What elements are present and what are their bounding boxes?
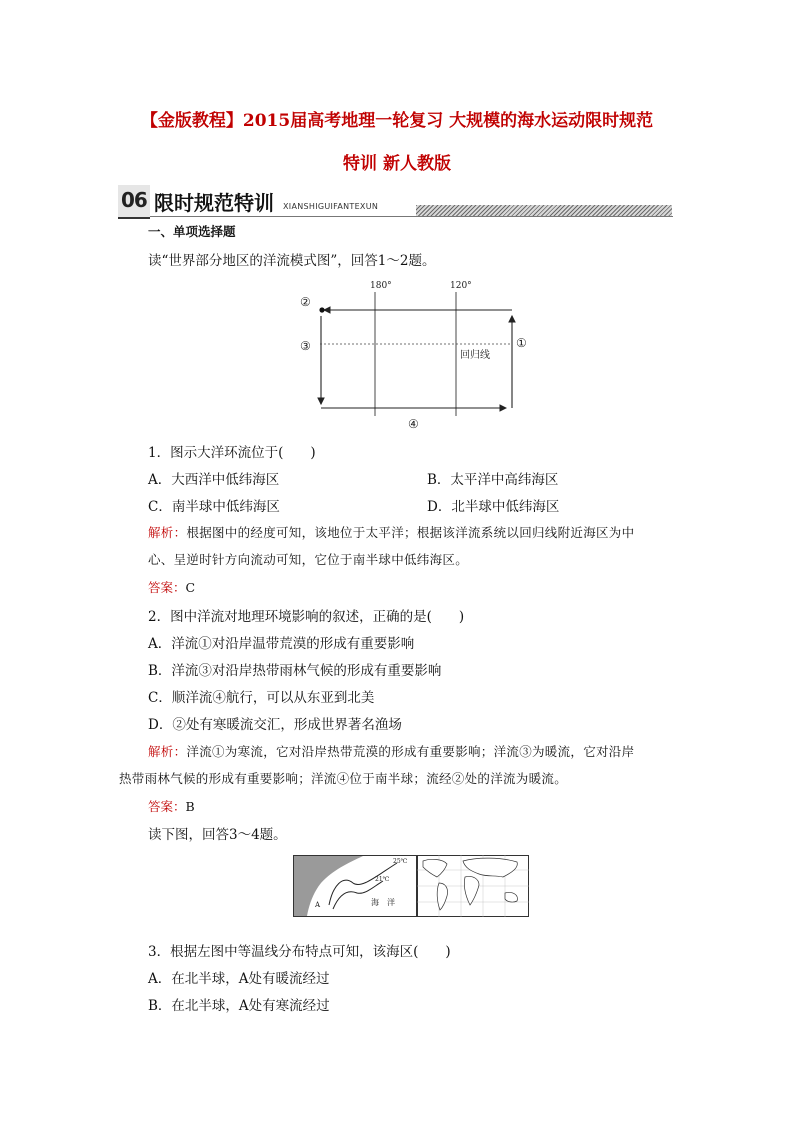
q2-option-a: A．洋流①对沿岸温带荒漠的形成有重要影响 (148, 636, 415, 652)
q2-ans-value: B (185, 799, 195, 814)
lon-120-label: 120° (450, 281, 472, 291)
q2-option-d: D．②处有寒暖流交汇，形成世界著名渔场 (148, 717, 402, 733)
document-title-line2: 特训 新人教版 (343, 154, 451, 174)
marker-1: ① (516, 336, 527, 350)
q1-explanation-1 (148, 523, 634, 541)
q2-option-b: B．洋流③对沿岸热带雨林气候的形成有重要影响 (148, 663, 442, 679)
iso-21-label: 21℃ (375, 876, 390, 883)
banner-title: 限时规范特训 (154, 191, 274, 215)
q2-ans-label: 答案： (148, 799, 186, 814)
q2-exp-text-1: 洋流①为寒流，它对沿岸热带荒漠的形成有重要影响；洋流③为暖流，它对沿岸 (186, 744, 635, 759)
q1-explanation-2: 心、呈逆时针方向流动可知，它位于南半球中低纬海区。 (148, 552, 469, 567)
q2-explanation-2: 热带雨林气候的形成有重要影响；洋流④位于南半球；流经②处的洋流为暖流。 (119, 771, 568, 786)
banner-pinyin: XIANSHIGUIFANTEXUN (283, 202, 379, 211)
document-title-line1: 【金版教程】2015届高考地理一轮复习 大规模的海水运动限时规范 (140, 111, 654, 131)
world-map (417, 855, 529, 917)
marker-2: ② (300, 295, 311, 309)
banner-stripe (416, 205, 672, 216)
intro-text-2: 读下图，回答3～4题。 (148, 827, 287, 843)
q1-stem: 1．图示大洋环流位于( ) (148, 445, 316, 461)
q3-option-a: A．在北半球，A处有暖流经过 (148, 971, 330, 987)
q1-option-d: D．北半球中低纬海区 (427, 499, 560, 515)
q1-option-a: A．大西洋中低纬海区 (148, 472, 280, 488)
point-2-dot (319, 307, 324, 312)
tropic-label: 回归线 (460, 350, 490, 361)
lon-180-label: 180° (370, 281, 392, 291)
section-heading: 一、单项选择题 (148, 224, 236, 239)
point-a-label: A (315, 901, 321, 909)
ocean-label-2: 洋 (387, 898, 395, 907)
isotherm-map (293, 855, 417, 917)
q1-ans-label: 答案： (148, 580, 186, 595)
q2-option-c: C．顺洋流④航行，可以从东亚到北美 (148, 690, 375, 706)
marker-4: ④ (408, 417, 419, 431)
marker-3: ③ (300, 339, 311, 353)
q1-exp-label: 解析： (148, 525, 187, 540)
q1-answer (148, 578, 195, 596)
q2-answer (148, 797, 195, 815)
banner-underline (150, 216, 673, 217)
q2-exp-label: 解析： (148, 744, 187, 759)
section-banner (118, 185, 673, 218)
banner-badge: 06 (118, 185, 150, 219)
q3-stem: 3．根据左图中等温线分布特点可知，该海区( ) (148, 944, 451, 960)
q1-exp-text-1: 根据图中的经度可知，该地位于太平洋；根据该洋流系统以回归线附近海区为中 (186, 525, 635, 540)
intro-text-1: 读“世界部分地区的洋流模式图”，回答1～2题。 (148, 253, 436, 269)
q1-option-b: B．太平洋中高纬海区 (427, 472, 559, 488)
iso-25-label: 25℃ (393, 858, 408, 865)
ocean-label-1: 海 (371, 898, 379, 907)
q1-option-c: C．南半球中低纬海区 (148, 499, 280, 515)
ocean-current-diagram (290, 276, 540, 434)
q2-explanation-1 (148, 742, 634, 760)
q3-option-b: B．在北半球，A处有寒流经过 (148, 998, 330, 1014)
q2-stem: 2．图中洋流对地理环境影响的叙述，正确的是( ) (148, 609, 465, 625)
q1-ans-value: C (185, 580, 196, 595)
